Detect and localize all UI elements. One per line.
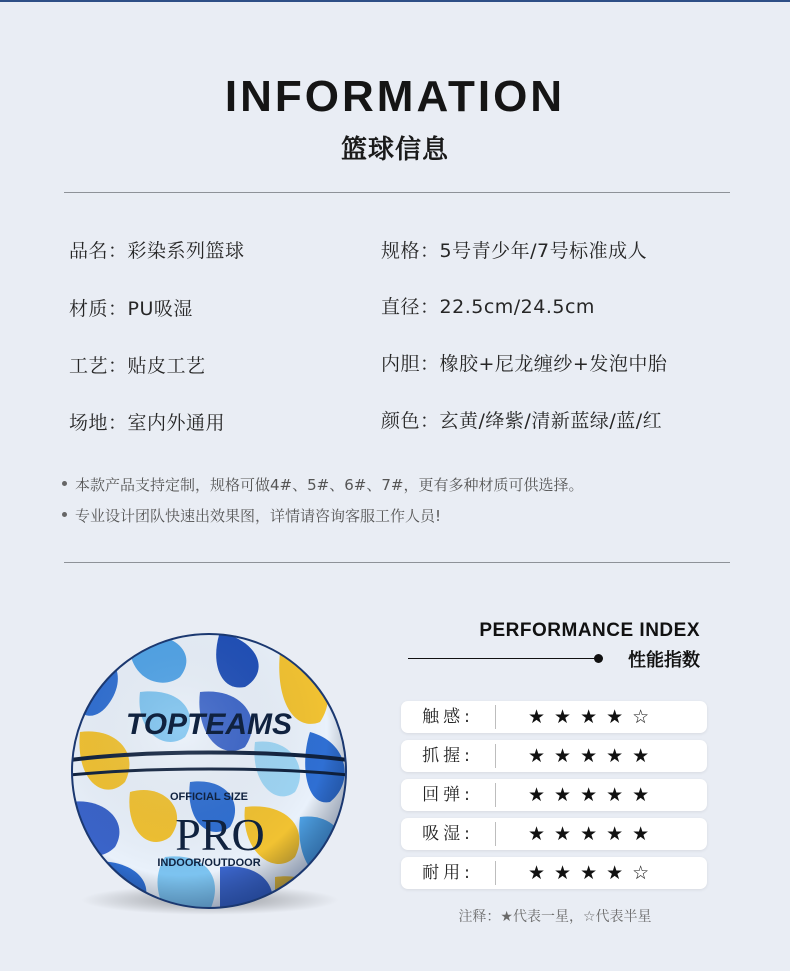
performance-label: 抓握: — [422, 746, 474, 766]
performance-line — [408, 658, 598, 659]
note-customization — [62, 474, 583, 495]
row-divider — [495, 822, 496, 846]
spec-label: 直径： — [381, 296, 440, 318]
spec-label: 规格： — [381, 240, 440, 262]
performance-row-durability — [401, 857, 707, 889]
rating-legend: 注释：★代表一星，☆代表半星 — [458, 909, 652, 925]
ball-model: PRO — [175, 809, 265, 860]
spec-venue — [69, 408, 225, 435]
page-subtitle: 篮球信息 — [340, 135, 449, 165]
spec-value: 室内外通用 — [127, 412, 226, 434]
performance-title: PERFORMANCE INDEX — [479, 620, 700, 641]
spec-value: 彩染系列篮球 — [127, 240, 245, 262]
spec-color — [381, 406, 662, 433]
performance-label: 回弹: — [422, 785, 474, 805]
row-divider — [495, 861, 496, 885]
star-rating-icon: ★★★★★ — [528, 745, 659, 767]
performance-subtitle: 性能指数 — [628, 650, 700, 671]
spec-craft — [69, 351, 206, 378]
star-rating-icon: ★★★★★ — [528, 823, 659, 845]
spec-label: 品名： — [69, 240, 128, 262]
note-text: 本款产品支持定制，规格可做4#、5#、6#、7#，更有多种材质可供选择。 — [75, 476, 584, 494]
performance-row-grip — [401, 740, 707, 772]
row-divider — [495, 783, 496, 807]
spec-label: 场地： — [69, 412, 128, 434]
note-text: 专业设计团队快速出效果图，详情请咨询客服工作人员! — [75, 507, 442, 525]
performance-row-absorb — [401, 818, 707, 850]
spec-material — [69, 294, 193, 321]
spec-diameter — [381, 292, 595, 319]
spec-name — [69, 236, 245, 263]
performance-dot-icon — [594, 654, 603, 663]
spec-label: 工艺： — [69, 355, 128, 377]
ball-brand: TOPTEAMS — [125, 708, 293, 741]
spec-value: 橡胶+尼龙缠纱+发泡中胎 — [439, 353, 668, 375]
performance-label: 触感: — [422, 707, 474, 727]
row-divider — [495, 705, 496, 729]
spec-label: 颜色： — [381, 410, 440, 432]
note-design-service — [62, 505, 441, 526]
page-title: INFORMATION — [224, 72, 566, 121]
row-divider — [495, 744, 496, 768]
bullet-icon — [62, 512, 67, 517]
star-rating-icon: ★★★★★ — [528, 784, 659, 806]
bullet-icon — [62, 481, 67, 486]
star-rating-icon: ★★★★☆ — [528, 706, 659, 728]
basketball-icon — [70, 632, 348, 910]
performance-label: 吸湿: — [422, 824, 474, 844]
spec-size — [381, 236, 647, 263]
divider-top — [64, 192, 730, 193]
performance-label: 耐用: — [422, 863, 474, 883]
ball-usage: INDOOR/OUTDOOR — [157, 857, 261, 869]
ball-size-text: OFFICIAL SIZE — [169, 791, 249, 803]
performance-row-bounce — [401, 779, 707, 811]
spec-label: 内胆： — [381, 353, 440, 375]
performance-row-touch — [401, 701, 707, 733]
divider-middle — [64, 562, 730, 563]
star-rating-icon: ★★★★☆ — [528, 862, 659, 884]
spec-label: 材质： — [69, 298, 128, 320]
basketball-image — [70, 632, 348, 910]
spec-value: 5号青少年/7号标准成人 — [439, 240, 648, 262]
spec-value: PU吸湿 — [127, 298, 193, 320]
spec-value: 玄黄/绛紫/清新蓝绿/蓝/红 — [439, 410, 663, 432]
spec-value: 贴皮工艺 — [127, 355, 206, 377]
top-accent-line — [0, 0, 790, 2]
spec-value: 22.5cm/24.5cm — [439, 296, 595, 318]
spec-bladder — [381, 349, 667, 376]
